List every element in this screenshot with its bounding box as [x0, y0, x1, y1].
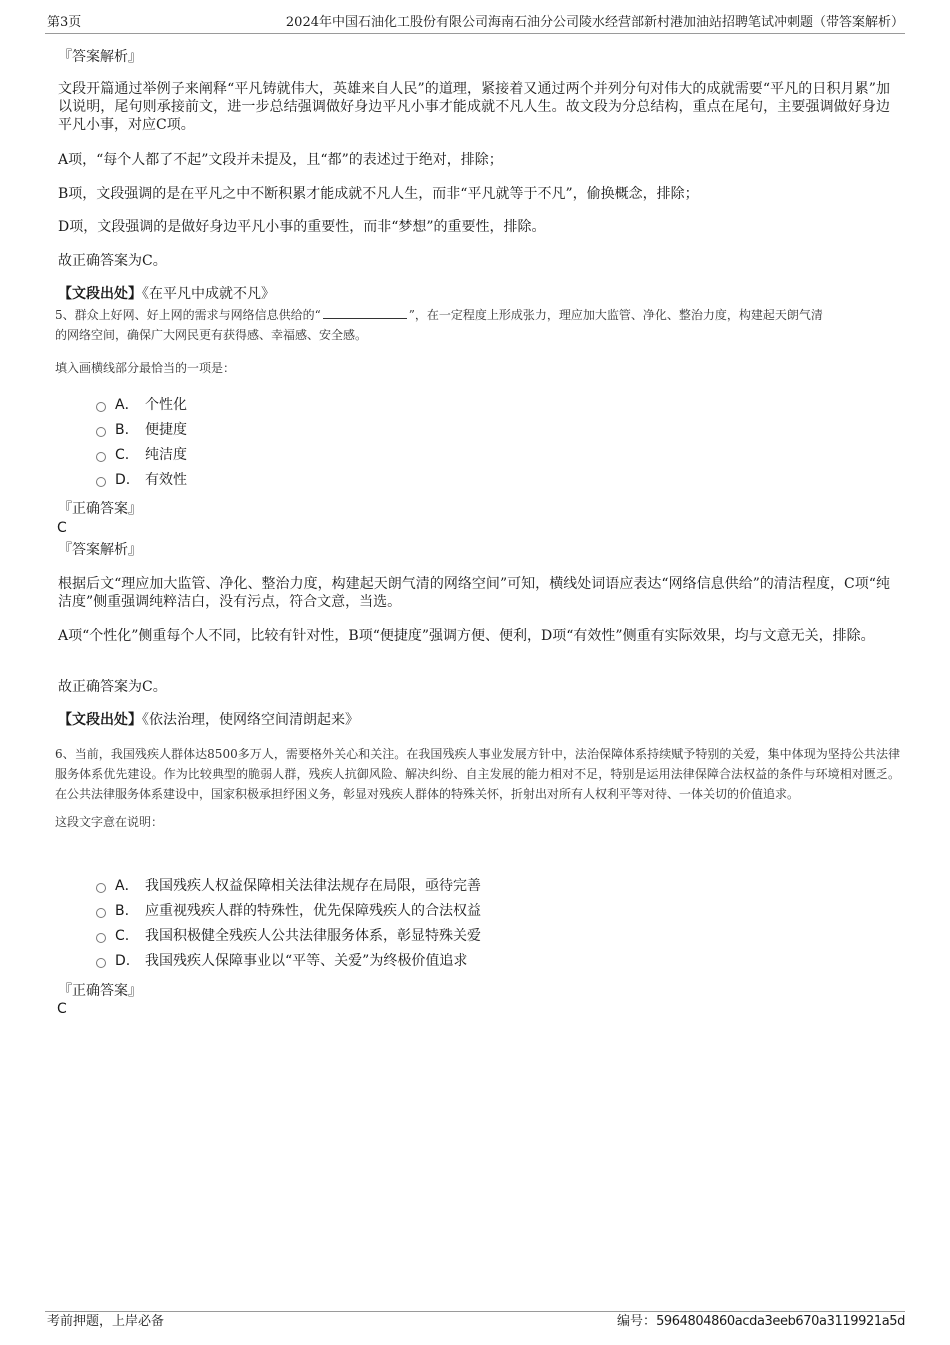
q4-analysis-option-a: A项，“每个人都了不起”文段并未提及，且“都”的表述过于绝对，排除；	[58, 152, 503, 168]
q5-stem-prefix: 5、群众上好网、好上网的需求与网络信息供给的“	[55, 308, 321, 322]
q4-conclusion: 故正确答案为C。	[58, 253, 167, 269]
q6-stem: 6、当前，我国残疾人群体达8500多万人，需要格外关心和关注。在我国残疾人事业发展方针中，法治保障体系持续赋予特别的关爱，集中体现为坚持公共法律服务体系优先建设。作为比较典型的脆弱人群，残疾人抗御风险、解决纠纷、自主发展的能力相对不足，特别是运用法律保障合法权益的条件与环境相对匮乏。在公共法律服务体系建设中，国家积极承担纾困义务，彰显对残疾人群体的特殊关怀，折射出对所有人权利平等对待、一体关切的价值追求。	[55, 747, 900, 801]
option-letter: A．	[115, 878, 139, 894]
radio-icon[interactable]	[96, 958, 106, 968]
q4-source	[58, 285, 275, 303]
footer-code-label: 编号：	[617, 1314, 657, 1329]
option-letter: D.	[115, 953, 131, 969]
q5-option-a[interactable]	[96, 394, 187, 416]
q5-source	[58, 711, 359, 729]
radio-icon[interactable]	[96, 402, 106, 412]
q5-conclusion: 故正确答案为C。	[58, 679, 167, 695]
q4-source-title: 《在平凡中成就不凡》	[142, 286, 275, 302]
q5-analysis-eliminate: A项“个性化”侧重每个人不同，比较有针对性，B项“便捷度”强调方便、便利，D项“有效性”侧重有实际效果，均与文意无关，排除。	[58, 628, 875, 644]
radio-icon[interactable]	[96, 427, 106, 437]
q5-source-label: 【文段出处】	[58, 712, 142, 728]
q5-prompt: 填入画横线部分最恰当的一项是：	[55, 361, 236, 375]
q5-analysis-reasoning: 根据后文“理应加大监管、净化、整治力度，构建起天朗气清的网络空间”可知，横线处词语应表达“网络信息供给”的清洁程度，C项“纯洁度”侧重强调纯粹洁白，没有污点，符合文意，当选。	[58, 576, 890, 610]
q5-stem	[55, 305, 900, 345]
radio-icon[interactable]	[96, 908, 106, 918]
option-text: 便捷度	[145, 422, 187, 438]
q6-option-b[interactable]	[96, 900, 481, 922]
footer-slogan: 考前押题，上岸必备	[47, 1314, 165, 1329]
q5-stem-suffix: ”，在一定程度上形成张力，理应加大监管、净化、整治力度，构建起天朗气清	[408, 308, 823, 322]
page-number: 第3页	[47, 15, 82, 30]
option-letter: B.	[115, 422, 130, 438]
option-text: 我国残疾人保障事业以“平等、关爱”为终极价值追求	[145, 953, 468, 969]
q5-option-d[interactable]	[96, 469, 187, 491]
q5-option-c[interactable]	[96, 444, 187, 466]
option-letter: B.	[115, 903, 130, 919]
footer-code	[617, 1314, 905, 1330]
radio-icon[interactable]	[96, 452, 106, 462]
q4-source-label: 【文段出处】	[58, 286, 142, 302]
option-text: 我国积极健全残疾人公共法律服务体系，彰显特殊关爱	[145, 928, 481, 944]
q5-analysis-label: 『答案解析』	[58, 542, 142, 558]
q6-option-a[interactable]	[96, 875, 481, 897]
option-text: 有效性	[145, 472, 187, 488]
q5-answer: C	[57, 520, 67, 536]
q6-answer-label: 『正确答案』	[58, 983, 142, 999]
q4-analysis-option-d: D项，文段强调的是做好身边平凡小事的重要性，而非“梦想”的重要性，排除。	[58, 219, 546, 235]
q6-option-c[interactable]	[96, 925, 481, 947]
q6-option-d[interactable]	[96, 950, 467, 972]
option-text: 纯洁度	[145, 447, 187, 463]
q4-analysis-summary: 文段开篇通过举例子来阐释“平凡铸就伟大，英雄来自人民”的道理，紧接着又通过两个并列分句对伟大的成就需要“平凡的日积月累”加以说明，尾句则承接前文，进一步总结强调做好身边平凡小事才能成就不凡人生。故文段为分总结构，重点在尾句，主要强调做好身边平凡小事，对应C项。	[58, 81, 890, 133]
answer-blank	[323, 308, 407, 319]
radio-icon[interactable]	[96, 883, 106, 893]
option-text: 应重视残疾人群的特殊性，优先保障残疾人的合法权益	[145, 903, 481, 919]
q5-option-b[interactable]	[96, 419, 187, 441]
q4-analysis-option-b: B项，文段强调的是在平凡之中不断积累才能成就不凡人生，而非“平凡就等于不凡”，偷换概念，排除；	[58, 186, 699, 202]
option-text: 个性化	[145, 397, 187, 413]
q6-prompt: 这段文字意在说明：	[55, 815, 164, 829]
q5-stem-line2: 的网络空间，确保广大网民更有获得感、幸福感、安全感。	[55, 328, 368, 342]
footer-divider	[45, 1311, 905, 1312]
option-letter: C.	[115, 928, 130, 944]
option-text: 我国残疾人权益保障相关法律法规存在局限，亟待完善	[145, 878, 481, 894]
q6-answer: C	[57, 1001, 67, 1017]
q4-analysis-label: 『答案解析』	[58, 49, 142, 65]
document-title: 2024年中国石油化工股份有限公司海南石油分公司陵水经营部新村港加油站招聘笔试冲刺题（带答案解析）	[285, 15, 904, 30]
header-divider	[45, 33, 905, 34]
option-letter: D.	[115, 472, 131, 488]
radio-icon[interactable]	[96, 477, 106, 487]
option-letter: A．	[115, 397, 139, 413]
option-letter: C.	[115, 447, 130, 463]
footer-code-value: 5964804860acda3eeb670a3119921a5d	[656, 1314, 905, 1329]
radio-icon[interactable]	[96, 933, 106, 943]
q5-source-title: 《依法治理，使网络空间清朗起来》	[142, 712, 359, 728]
q5-answer-label: 『正确答案』	[58, 501, 142, 517]
